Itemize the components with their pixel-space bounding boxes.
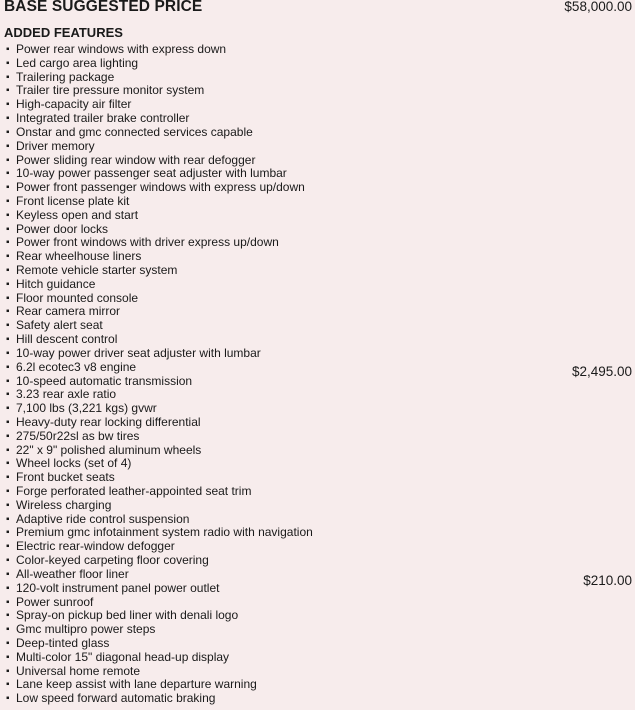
feature-item [6, 596, 313, 610]
feature-item [6, 98, 313, 112]
feature-item [6, 223, 313, 237]
feature-item [6, 43, 313, 57]
feature-text: Safety alert seat [16, 318, 103, 333]
added-features-heading: ADDED FEATURES [4, 25, 123, 40]
bullet-icon: ▪ [6, 624, 10, 636]
feature-item [6, 333, 313, 347]
feature-text: Driver memory [16, 138, 95, 153]
added-features-list [6, 43, 313, 706]
feature-text: Gmc multipro power steps [16, 622, 156, 637]
feature-item [6, 140, 313, 154]
base-price-value: $58,000.00 [564, 0, 632, 14]
bullet-icon: ▪ [6, 389, 10, 401]
feature-text: Deep-tinted glass [16, 635, 110, 650]
bullet-icon: ▪ [6, 154, 10, 166]
bullet-icon: ▪ [6, 555, 10, 567]
feature-text: Power door locks [16, 221, 109, 236]
bullet-icon: ▪ [6, 182, 10, 194]
bullet-icon: ▪ [6, 665, 10, 677]
feature-item [6, 540, 313, 554]
feature-item [6, 499, 313, 513]
bullet-icon: ▪ [6, 195, 10, 207]
bullet-icon: ▪ [6, 458, 10, 470]
feature-item [6, 582, 313, 596]
bullet-icon: ▪ [6, 44, 10, 55]
feature-text: 22" x 9" polished aluminum wheels [16, 442, 202, 457]
feature-text: Wireless charging [16, 497, 112, 512]
bullet-icon: ▪ [6, 403, 10, 415]
feature-text: Rear camera mirror [16, 304, 121, 319]
feature-text: Trailer tire pressure monitor system [16, 83, 205, 98]
bullet-icon: ▪ [6, 651, 10, 663]
feature-item [6, 637, 313, 651]
bullet-icon: ▪ [6, 85, 10, 97]
feature-item [6, 457, 313, 471]
feature-item [6, 236, 313, 250]
bullet-icon: ▪ [6, 113, 10, 125]
bullet-icon: ▪ [6, 541, 10, 553]
bullet-icon: ▪ [6, 693, 10, 705]
base-price-label: BASE SUGGESTED PRICE [4, 0, 203, 15]
feature-text: Power front passenger windows with express up/down [16, 180, 305, 195]
feature-text: Lane keep assist with lane departure warning [16, 677, 257, 692]
feature-item [6, 292, 313, 306]
bullet-icon: ▪ [6, 265, 10, 276]
bullet-icon: ▪ [6, 430, 10, 442]
feature-text: 120-volt instrument panel power outlet [16, 580, 220, 595]
bullet-icon: ▪ [6, 596, 10, 608]
feature-text: Power sunroof [16, 594, 94, 609]
feature-text: 6.2l ecotec3 v8 engine [16, 359, 137, 374]
feature-text: Trailering package [16, 69, 115, 84]
feature-text: All-weather floor liner [16, 566, 129, 581]
bullet-icon: ▪ [6, 361, 10, 373]
feature-text: Power rear windows with express down [16, 42, 227, 56]
feature-text: High-capacity air filter [16, 97, 132, 112]
feature-item [6, 112, 313, 126]
bullet-icon: ▪ [6, 57, 10, 69]
base-price-row [4, 0, 632, 18]
feature-item [6, 678, 313, 692]
package-price-engine: $2,495.00 [571, 364, 632, 379]
feature-text: Front bucket seats [16, 470, 115, 485]
feature-text: Led cargo area lighting [16, 55, 139, 70]
feature-text: Power front windows with driver express up/down [16, 235, 279, 250]
bullet-icon: ▪ [6, 444, 10, 456]
feature-item [6, 347, 313, 361]
bullet-icon: ▪ [6, 320, 10, 332]
bullet-icon: ▪ [6, 486, 10, 497]
feature-item [6, 623, 313, 637]
feature-text: 10-way power passenger seat adjuster with lumbar [16, 166, 287, 181]
feature-item [6, 319, 313, 333]
feature-text: Color-keyed carpeting floor covering [16, 553, 209, 568]
bullet-icon: ▪ [6, 375, 10, 387]
feature-item [6, 568, 313, 582]
feature-item [6, 57, 313, 71]
feature-text: Front license plate kit [16, 193, 130, 208]
feature-item [6, 195, 313, 209]
bullet-icon: ▪ [6, 223, 10, 235]
bullet-icon: ▪ [6, 306, 10, 318]
feature-text: Onstar and gmc connected services capable [16, 124, 253, 139]
feature-text: Wheel locks (set of 4) [16, 456, 132, 471]
feature-text: Forge perforated leather-appointed seat trim [16, 484, 252, 498]
feature-item [6, 154, 313, 168]
feature-item [6, 71, 313, 85]
feature-item [6, 430, 313, 444]
feature-text: Low speed forward automatic braking [16, 691, 216, 706]
bullet-icon: ▪ [6, 416, 10, 428]
feature-item [6, 126, 313, 140]
bullet-icon: ▪ [6, 126, 10, 138]
feature-item [6, 554, 313, 568]
feature-item [6, 444, 313, 458]
bullet-icon: ▪ [6, 582, 10, 594]
feature-text: 7,100 lbs (3,221 kgs) gvwr [16, 401, 157, 416]
feature-text: Electric rear-window defogger [16, 539, 175, 554]
feature-item [6, 167, 313, 181]
feature-item [6, 264, 313, 278]
feature-text: Hitch guidance [16, 276, 96, 291]
bullet-icon: ▪ [6, 237, 10, 249]
feature-text: 275/50r22sl as bw tires [16, 428, 140, 443]
bullet-icon: ▪ [6, 637, 10, 649]
bullet-icon: ▪ [6, 513, 10, 525]
feature-text: Heavy-duty rear locking differential [16, 414, 201, 429]
feature-text: 3.23 rear axle ratio [16, 387, 117, 402]
bullet-icon: ▪ [6, 347, 10, 359]
bullet-icon: ▪ [6, 679, 10, 691]
bullet-icon: ▪ [6, 334, 10, 346]
feature-item [6, 375, 313, 389]
bullet-icon: ▪ [6, 140, 10, 152]
bullet-icon: ▪ [6, 568, 10, 580]
feature-item [6, 471, 313, 485]
feature-item [6, 526, 313, 540]
package-price-floor-liner: $210.00 [583, 573, 632, 588]
feature-item [6, 513, 313, 527]
feature-text: 10-speed automatic transmission [16, 373, 193, 388]
feature-item [6, 485, 313, 499]
feature-text: Rear wheelhouse liners [16, 249, 142, 264]
bullet-icon: ▪ [6, 292, 10, 304]
feature-text: Multi-color 15" diagonal head-up display [16, 649, 230, 664]
feature-item [6, 388, 313, 402]
bullet-icon: ▪ [6, 251, 10, 263]
bullet-icon: ▪ [6, 278, 10, 290]
feature-item [6, 416, 313, 430]
feature-text: Power sliding rear window with rear defogger [16, 152, 256, 167]
bullet-icon: ▪ [6, 527, 10, 539]
feature-item [6, 250, 313, 264]
bullet-icon: ▪ [6, 610, 10, 622]
feature-text: 10-way power driver seat adjuster with lumbar [16, 345, 261, 360]
feature-item [6, 209, 313, 223]
feature-text: Adaptive ride control suspension [16, 511, 190, 526]
feature-text: Hill descent control [16, 332, 118, 347]
bullet-icon: ▪ [6, 168, 10, 180]
feature-item [6, 609, 313, 623]
feature-item [6, 665, 313, 679]
feature-text: Keyless open and start [16, 207, 139, 222]
feature-text: Integrated trailer brake controller [16, 111, 190, 126]
feature-item [6, 84, 313, 98]
bullet-icon: ▪ [6, 499, 10, 511]
bullet-icon: ▪ [6, 71, 10, 83]
feature-text: Universal home remote [16, 663, 141, 678]
bullet-icon: ▪ [6, 472, 10, 484]
feature-item [6, 402, 313, 416]
feature-item [6, 692, 313, 706]
feature-item [6, 181, 313, 195]
feature-text: Remote vehicle starter system [16, 263, 178, 277]
feature-item [6, 651, 313, 665]
bullet-icon: ▪ [6, 209, 10, 221]
feature-item [6, 278, 313, 292]
feature-item [6, 305, 313, 319]
feature-item [6, 361, 313, 375]
bullet-icon: ▪ [6, 99, 10, 111]
feature-text: Floor mounted console [16, 290, 139, 305]
feature-text: Premium gmc infotainment system radio with navigation [16, 525, 313, 540]
feature-text: Spray-on pickup bed liner with denali logo [16, 608, 239, 623]
